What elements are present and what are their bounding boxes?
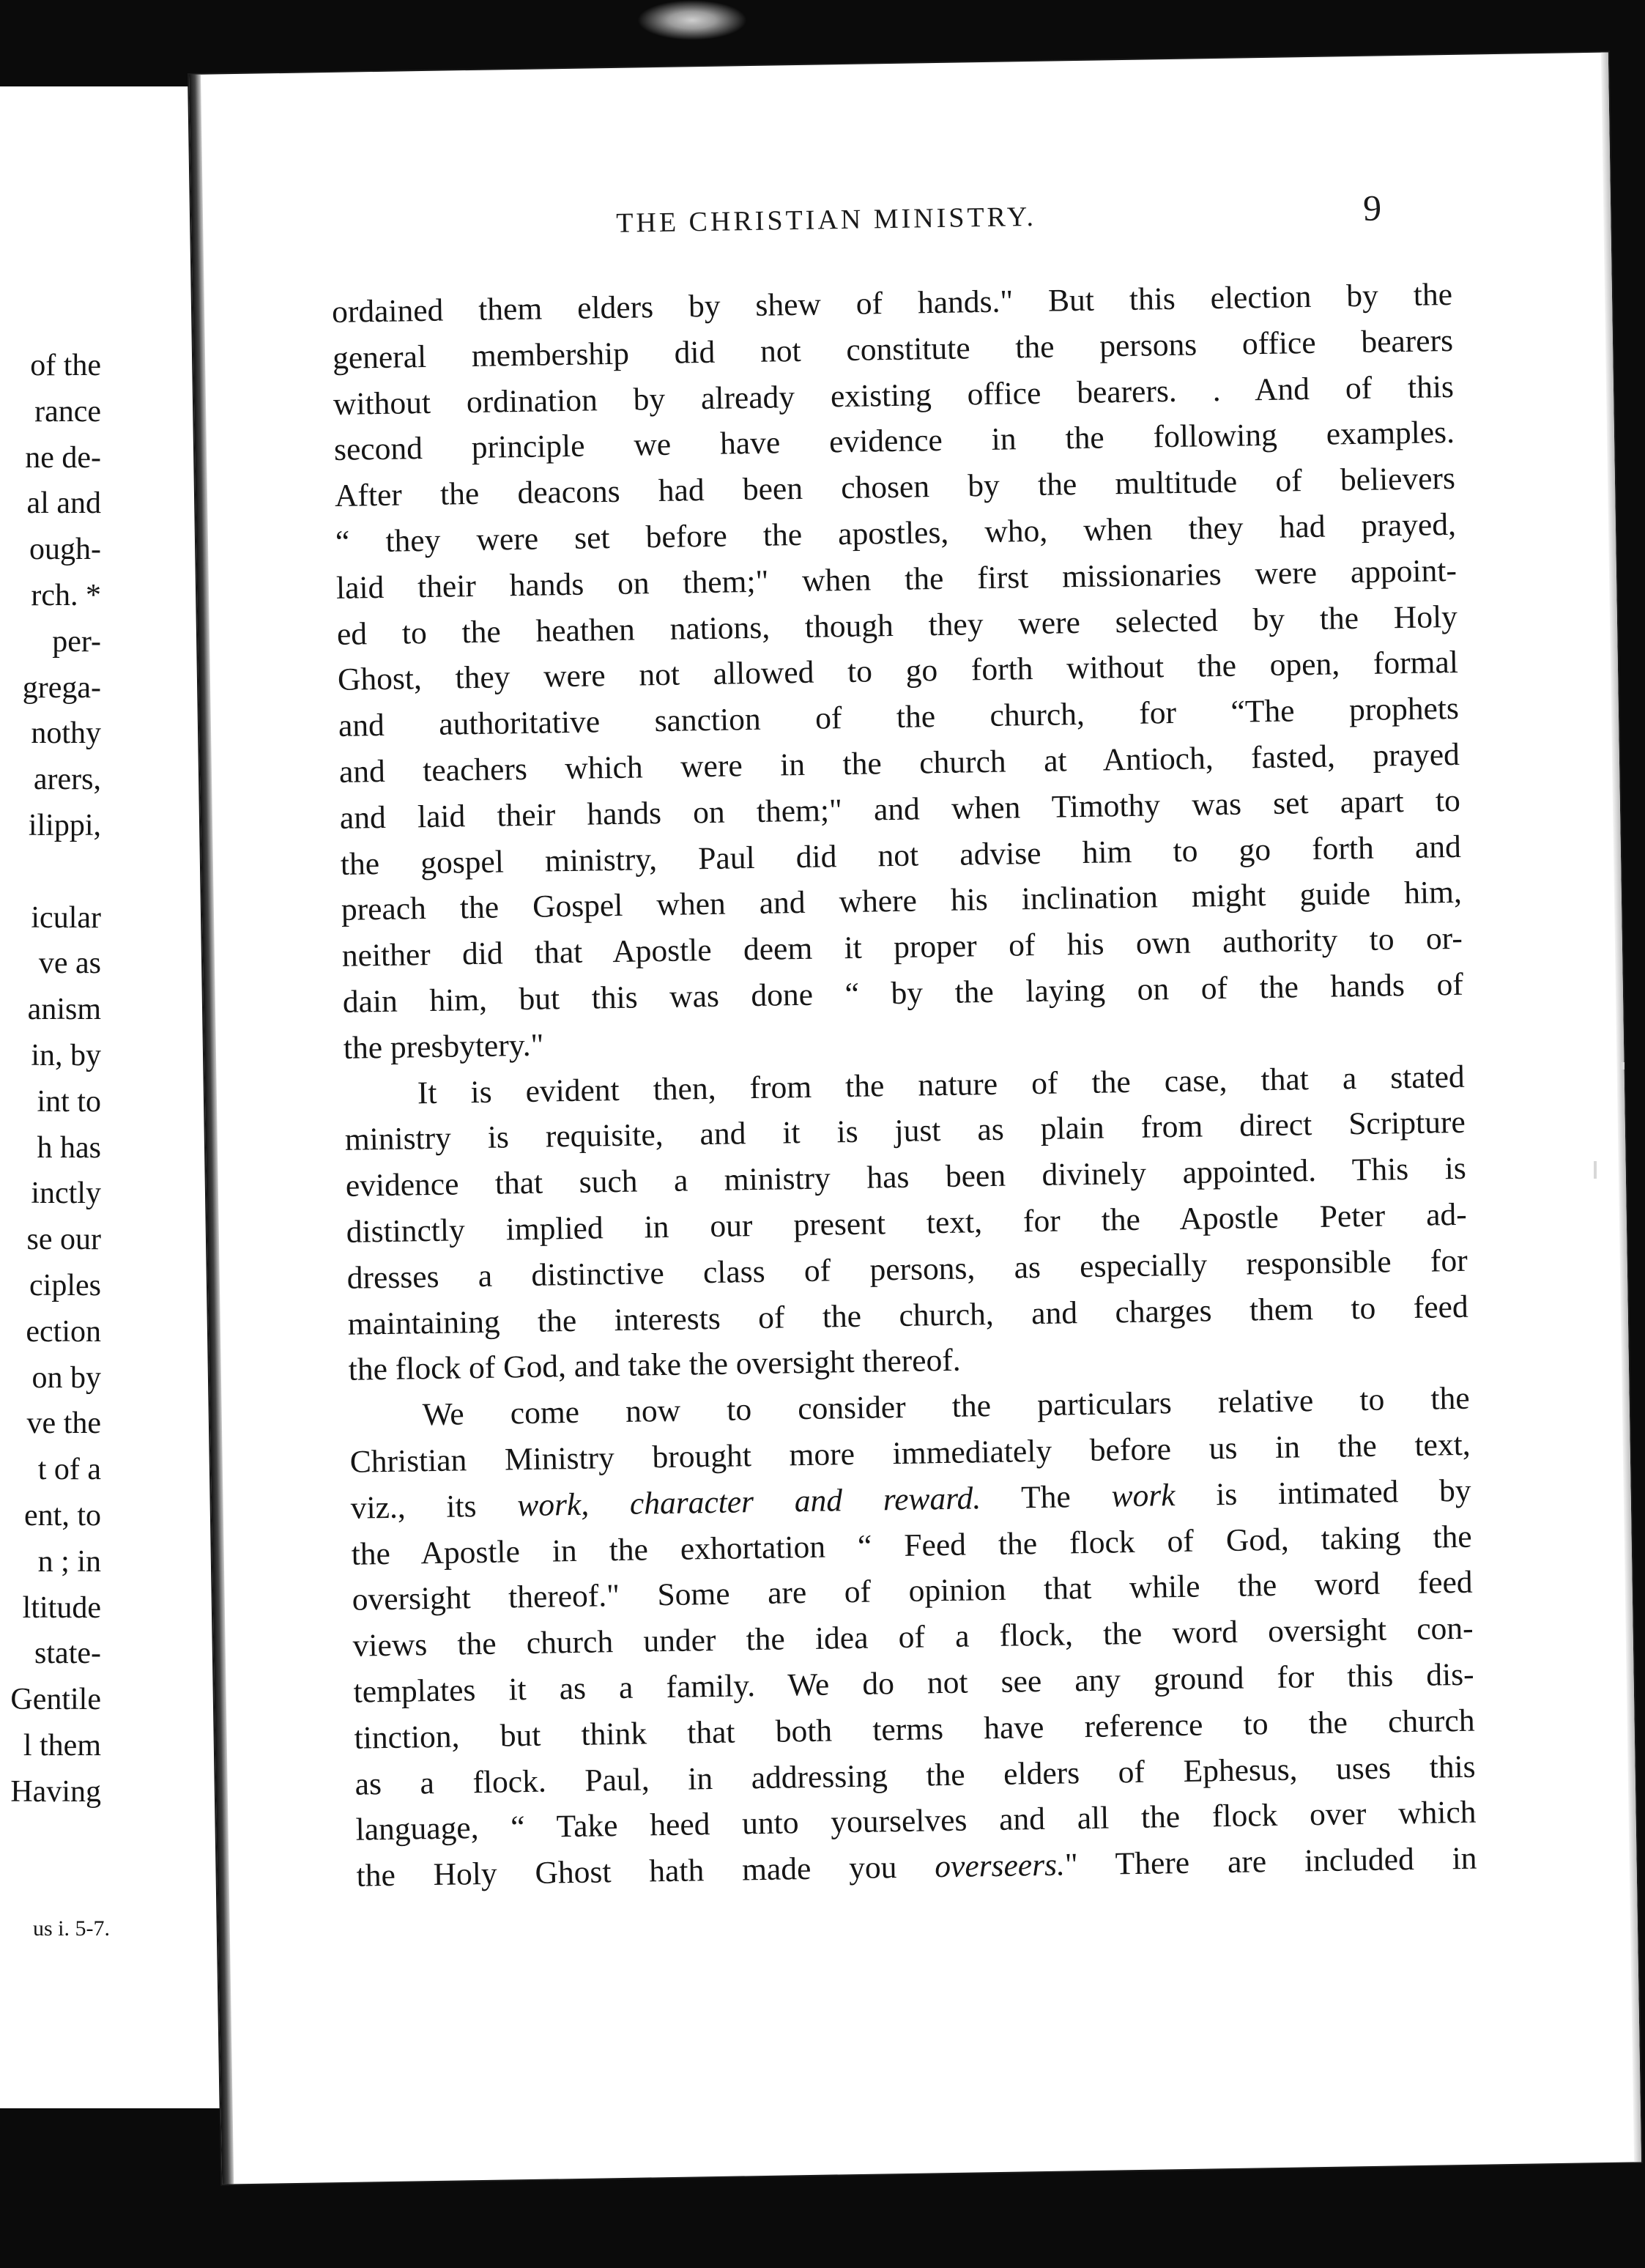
text-line: laid their hands on them;" when the first missionaries were appoint-	[335, 552, 1458, 606]
left-page-line: al and	[26, 486, 101, 521]
text-line: ordained them elders by shew of hands." But this election by the	[331, 276, 1453, 330]
text-run: the Holy Ghost hath made you	[356, 1849, 935, 1894]
text-line: without ordination by already existing office bearers. . And of this	[333, 368, 1455, 422]
left-page-line: l them	[23, 1729, 101, 1763]
text-line: language, “ Take heed unto yourselves and all the flock over which	[355, 1794, 1477, 1848]
left-page-line: int to	[37, 1084, 101, 1119]
left-page-line: ilippi,	[28, 809, 101, 842]
italic-word-overseers: overseers.	[934, 1847, 1066, 1885]
left-page-line: h has	[37, 1130, 101, 1165]
left-page-footnote: us i. 5-7.	[33, 1916, 110, 1941]
dust-speck	[637, 0, 747, 40]
left-page-line: ection	[26, 1314, 101, 1349]
text-line: views the church under the idea of a flock, the word oversight con-	[352, 1610, 1474, 1664]
left-page-line: rance	[34, 394, 101, 429]
right-page	[189, 53, 1641, 2184]
text-line: as a flock. Paul, in addressing the elders of Ephesus, uses this	[354, 1749, 1476, 1802]
left-page-line: ent, to	[24, 1499, 101, 1533]
left-page-line: anism	[27, 993, 101, 1027]
italic-word-work: work,	[516, 1486, 590, 1523]
text-line: neither did that Apostle deem it proper of his own authority to or-	[341, 920, 1463, 974]
left-page-line: Gentile	[10, 1683, 101, 1717]
text-run: is intimated by	[1175, 1472, 1471, 1513]
left-page-line: state-	[34, 1637, 101, 1671]
text-line: oversight thereof." Some are of opinion that while the word feed	[352, 1565, 1473, 1618]
left-page-line: nothy	[31, 716, 101, 751]
page-number: 9	[1362, 187, 1382, 229]
left-page-line: on by	[31, 1360, 101, 1395]
text-line: dain him, but this was done “ by the laying on of the hands of	[342, 966, 1464, 1020]
left-page-line: arers,	[33, 763, 101, 797]
paragraph-2	[344, 1053, 1469, 1393]
left-page-line: of the	[30, 349, 101, 382]
left-page-line: se our	[26, 1223, 101, 1257]
left-page-line: rch. *	[31, 579, 101, 612]
text-line: second principle we have evidence in the following examples.	[333, 415, 1455, 468]
text-line: Ghost, they were not allowed to go forth without the open, formal	[337, 645, 1459, 698]
text-line: ed to the heathen nations, though they were selected by the Holy	[336, 598, 1458, 652]
paragraph-1	[332, 272, 1465, 1071]
text-line: and teachers which were in the church at Antioch, fasted, prayed	[338, 736, 1460, 790]
text-line: templates it as a family. We do not see any ground for this dis-	[353, 1656, 1474, 1710]
text-line: the presbytery."	[343, 1027, 544, 1066]
text-line: preach the Gospel when and where his inclination might guide him,	[341, 875, 1463, 928]
text-line: dresses a distinctive class of persons, as especially responsible for	[346, 1242, 1468, 1296]
italic-phrase-character-and-reward: character and reward.	[629, 1480, 981, 1522]
text-line: ministry is requisite, and it is just as plain from direct Scripture	[344, 1105, 1466, 1158]
text-run: The	[980, 1478, 1112, 1516]
text-line: general membership did not constitute the persons office bearers	[332, 322, 1454, 376]
text-line: After the deacons had been chosen by the multitude of believers	[334, 461, 1456, 514]
text-line: distinctly implied in our present text, for the Apostle Peter ad-	[346, 1196, 1468, 1250]
paragraph-3	[349, 1376, 1477, 1900]
left-page-line: in, by	[31, 1039, 101, 1072]
left-page-line: ciples	[29, 1269, 101, 1302]
text-line: maintaining the interests of the church, and charges them to feed	[347, 1289, 1469, 1342]
text-line: the flock of God, and take the oversight thereof.	[348, 1342, 961, 1388]
scan-mark	[1594, 1161, 1597, 1179]
text-line: “ they were set before the apostles, who, when they had prayed,	[335, 506, 1457, 560]
left-page-line: ltitude	[22, 1590, 101, 1625]
left-page-line: ve the	[26, 1407, 101, 1441]
left-page-line: n ; in	[37, 1544, 101, 1579]
page-edge	[1601, 53, 1641, 2163]
text-line: tinction, but think that both terms have reference to the church	[354, 1702, 1475, 1756]
left-page-line: ne de-	[25, 440, 101, 475]
text-line: and laid their hands on them;" and when Timothy was set apart to	[339, 782, 1461, 836]
italic-word-work: work	[1111, 1477, 1176, 1514]
text-run: " There are included in	[1064, 1840, 1477, 1883]
left-page-line: grega-	[22, 670, 101, 705]
body-text	[332, 272, 1477, 1900]
text-line: the Apostle in the exhortation “ Feed the flock of God, taking the	[351, 1519, 1472, 1572]
text-line: the gospel ministry, Paul did not advise him to go forth and	[340, 829, 1462, 882]
text-line: It is evident then, from the nature of the case, that a stated	[417, 1059, 1466, 1111]
text-run: viz., its	[350, 1487, 518, 1526]
left-page-line: Having	[10, 1774, 101, 1809]
left-page-line: per-	[52, 624, 101, 659]
text-line: Christian Ministry brought more immediately before us in the text,	[349, 1426, 1471, 1480]
left-page-line: inctly	[31, 1176, 101, 1211]
text-line: We come now to consider the particulars relative to the	[422, 1380, 1470, 1433]
text-line: and authoritative sanction of the church, for “The prophets	[338, 691, 1460, 744]
text-line: evidence that such a ministry has been divinely appointed. This is	[345, 1150, 1467, 1204]
left-page-line: icular	[31, 900, 101, 935]
left-page-line: t of a	[37, 1453, 101, 1487]
scan-mark	[1620, 1062, 1624, 1070]
left-page-line: ve as	[38, 946, 101, 981]
left-page-line: ough-	[29, 533, 101, 567]
running-head: THE CHRISTIAN MINISTRY.	[615, 201, 1037, 239]
